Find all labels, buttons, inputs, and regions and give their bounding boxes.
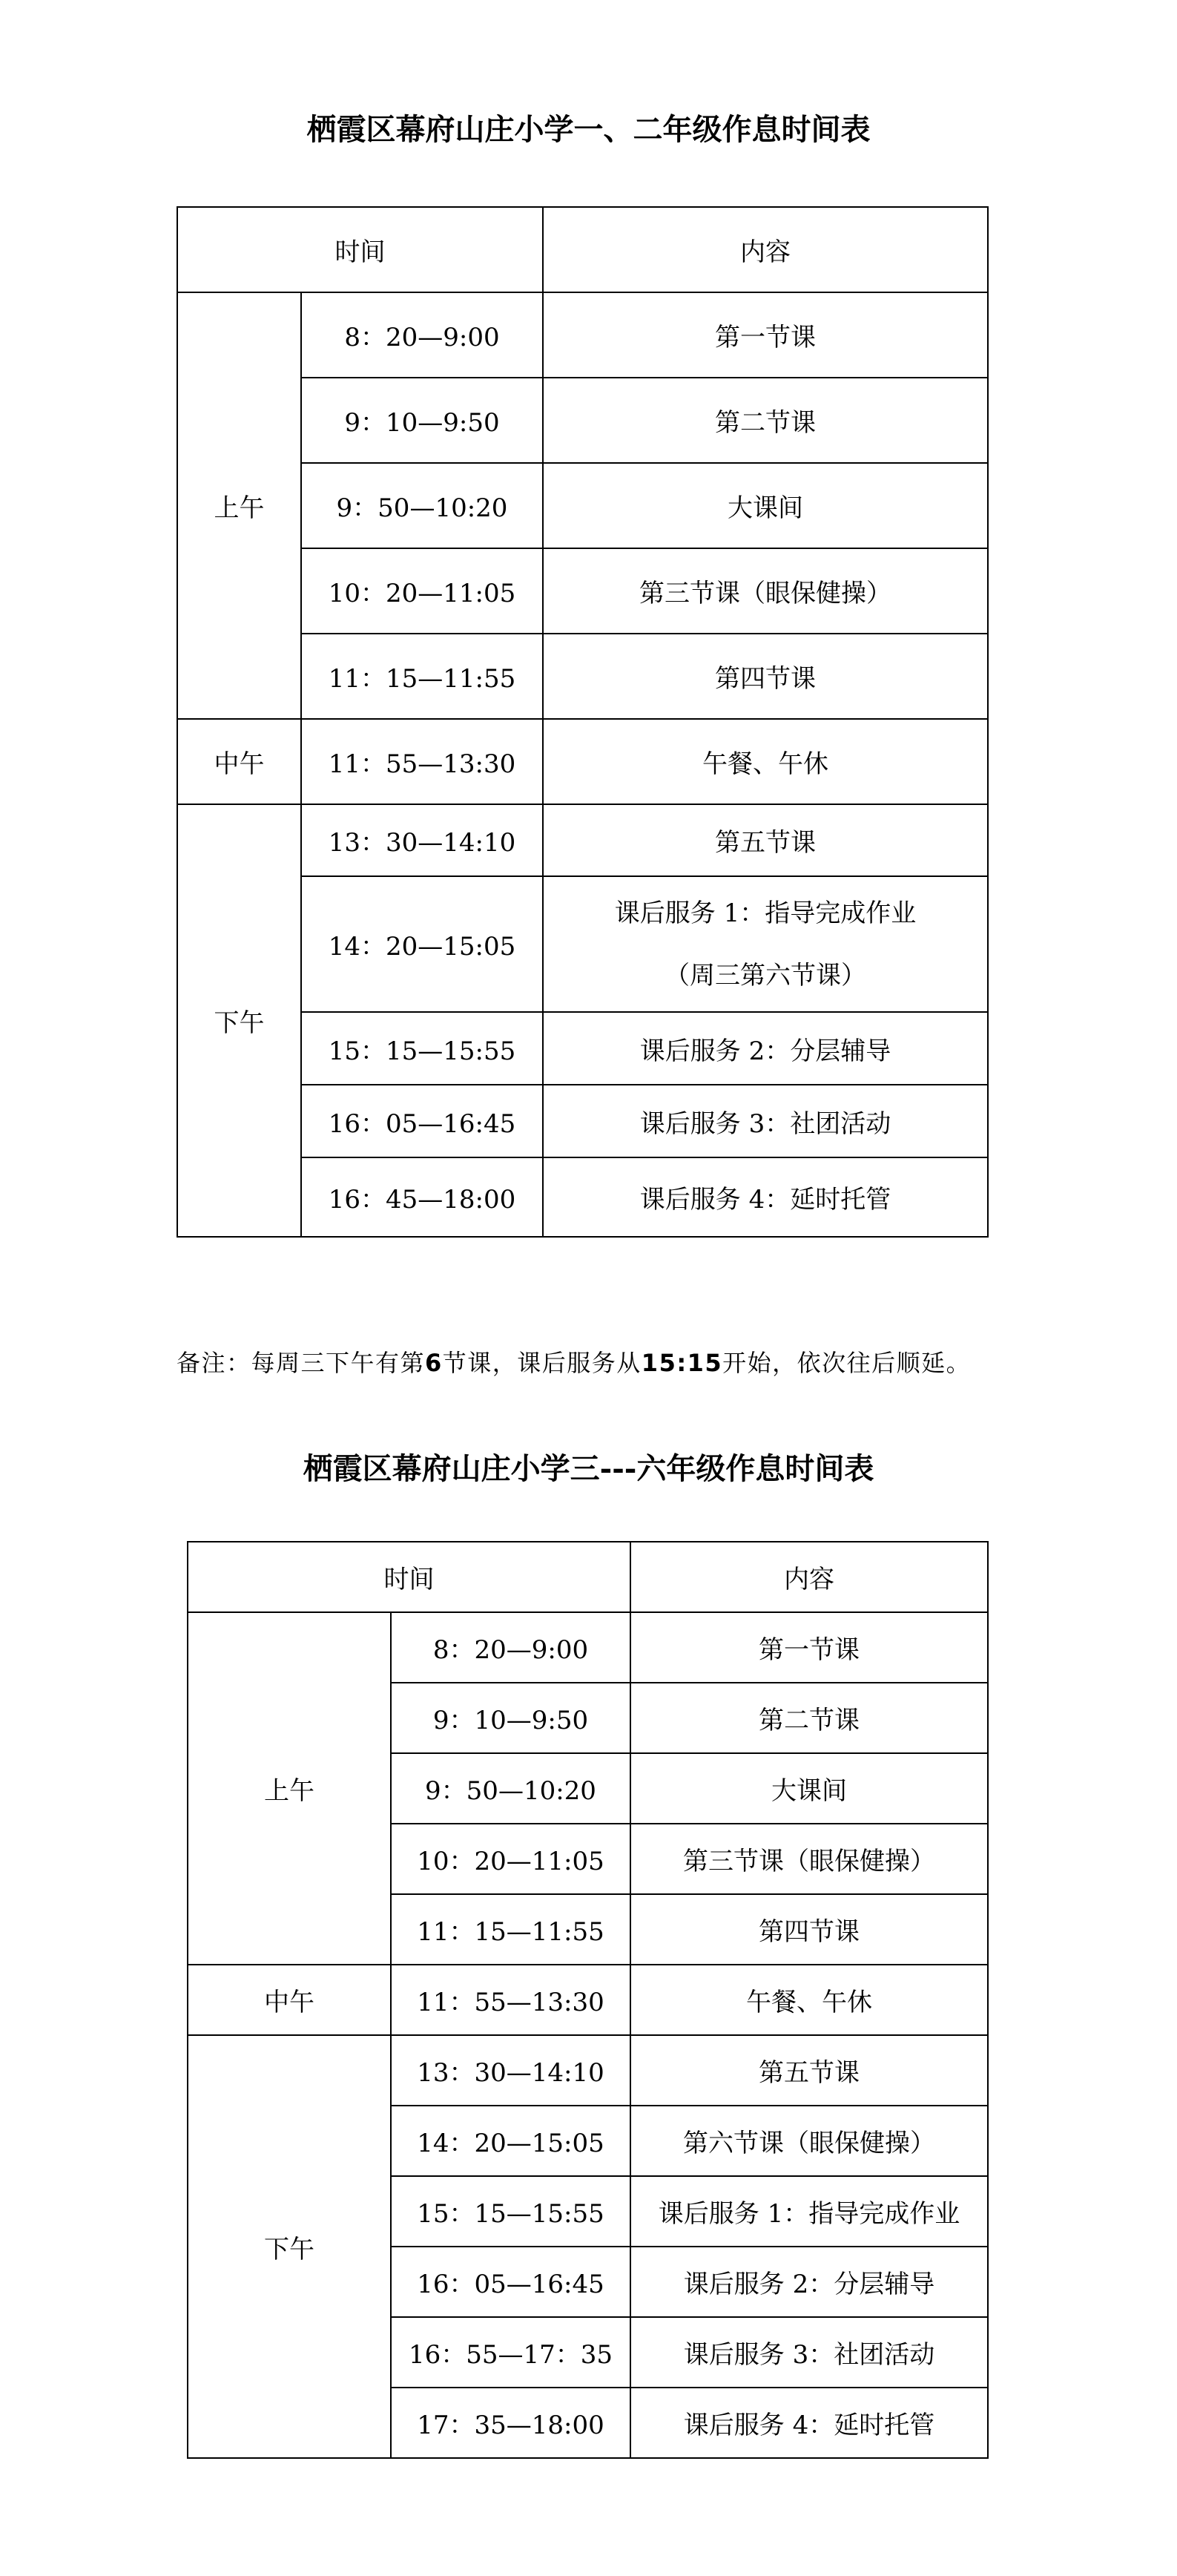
time-cell: 13：30—14:10 [391,2035,630,2106]
note-mid: 节课，课后服务从 [442,1349,642,1377]
table-row [177,719,988,804]
note-suffix: 开始，依次往后顺延。 [722,1349,972,1377]
note-time: 15:15 [641,1349,723,1377]
time-cell: 16：55—17：35 [391,2317,630,2388]
note-prefix: 备注：每周三下午有第 [177,1349,426,1377]
content-cell: 第二节课 [543,378,988,463]
time-cell: 9：10—9:50 [391,1683,630,1753]
time-cell: 11：55—13:30 [391,1965,630,2035]
content-cell: 第五节课 [543,804,988,876]
time-cell: 15：15—15:55 [301,1012,543,1085]
content-cell: 第六节课（眼保健操） [630,2106,988,2176]
period-morning: 上午 [177,292,301,719]
header-content: 内容 [543,207,988,292]
content-cell: 午餐、午休 [630,1965,988,2035]
header-content: 内容 [630,1542,988,1612]
table1-title: 栖霞区幕府山庄小学一、二年级作息时间表 [306,112,871,147]
content-cell: 第五节课 [630,2035,988,2106]
period-afternoon: 下午 [188,2035,391,2458]
content-cell: 大课间 [543,463,988,548]
content-cell: 第一节课 [543,292,988,378]
content-cell: 课后服务 4：延时托管 [543,1157,988,1237]
content-cell: 课后服务 3：社团活动 [543,1085,988,1157]
note-paragraph [177,1332,1007,1394]
period-noon: 中午 [188,1965,391,2035]
content-cell: 课后服务 4：延时托管 [630,2388,988,2458]
time-cell: 9：50—10:20 [391,1753,630,1824]
content-cell [543,876,988,1012]
content-cell: 第二节课 [630,1683,988,1753]
table-header-row [177,207,988,292]
table-row [177,292,988,378]
time-cell: 8：20—9:00 [391,1612,630,1683]
time-cell: 9：50—10:20 [301,463,543,548]
schedule-table-grade3-6 [187,1541,989,2459]
table-row [188,1965,988,2035]
table-row [177,804,988,876]
content-cell: 课后服务 3：社团活动 [630,2317,988,2388]
time-cell: 16：05—16:45 [301,1085,543,1157]
content-cell: 第四节课 [630,1894,988,1965]
time-cell: 11：15—11:55 [391,1894,630,1965]
time-cell: 8：20—9:00 [301,292,543,378]
time-cell: 11：55—13:30 [301,719,543,804]
time-cell: 13：30—14:10 [301,804,543,876]
period-afternoon: 下午 [177,804,301,1237]
time-cell: 11：15—11:55 [301,634,543,719]
time-cell: 16：05—16:45 [391,2247,630,2317]
schedule-table-grade1-2 [177,206,989,1238]
time-cell: 10：20—11:05 [391,1824,630,1894]
content-cell: 课后服务 1：指导完成作业 [630,2176,988,2247]
content-cell: 大课间 [630,1753,988,1824]
content-line-2: （周三第六节课） [665,960,866,990]
content-cell: 课后服务 2：分层辅导 [630,2247,988,2317]
period-morning: 上午 [188,1612,391,1965]
content-cell: 第四节课 [543,634,988,719]
table-header-row [188,1542,988,1612]
content-cell: 午餐、午休 [543,719,988,804]
content-line-1: 课后服务 1：指导完成作业 [614,898,917,928]
table-row [188,1612,988,1683]
table2-title: 栖霞区幕府山庄小学三---六年级作息时间表 [303,1451,874,1486]
time-cell: 9：10—9:50 [301,378,543,463]
time-cell: 17：35—18:00 [391,2388,630,2458]
time-cell: 14：20—15:05 [391,2106,630,2176]
period-noon: 中午 [177,719,301,804]
time-cell: 10：20—11:05 [301,548,543,634]
content-cell: 课后服务 2：分层辅导 [543,1012,988,1085]
header-time: 时间 [177,207,543,292]
content-cell: 第一节课 [630,1612,988,1683]
header-time: 时间 [188,1542,630,1612]
content-cell: 第三节课（眼保健操） [543,548,988,634]
time-cell: 16：45—18:00 [301,1157,543,1237]
content-cell: 第三节课（眼保健操） [630,1824,988,1894]
table-row [188,2035,988,2106]
note-num: 6 [425,1349,443,1377]
time-cell: 14：20—15:05 [301,876,543,1012]
time-cell: 15：15—15:55 [391,2176,630,2247]
